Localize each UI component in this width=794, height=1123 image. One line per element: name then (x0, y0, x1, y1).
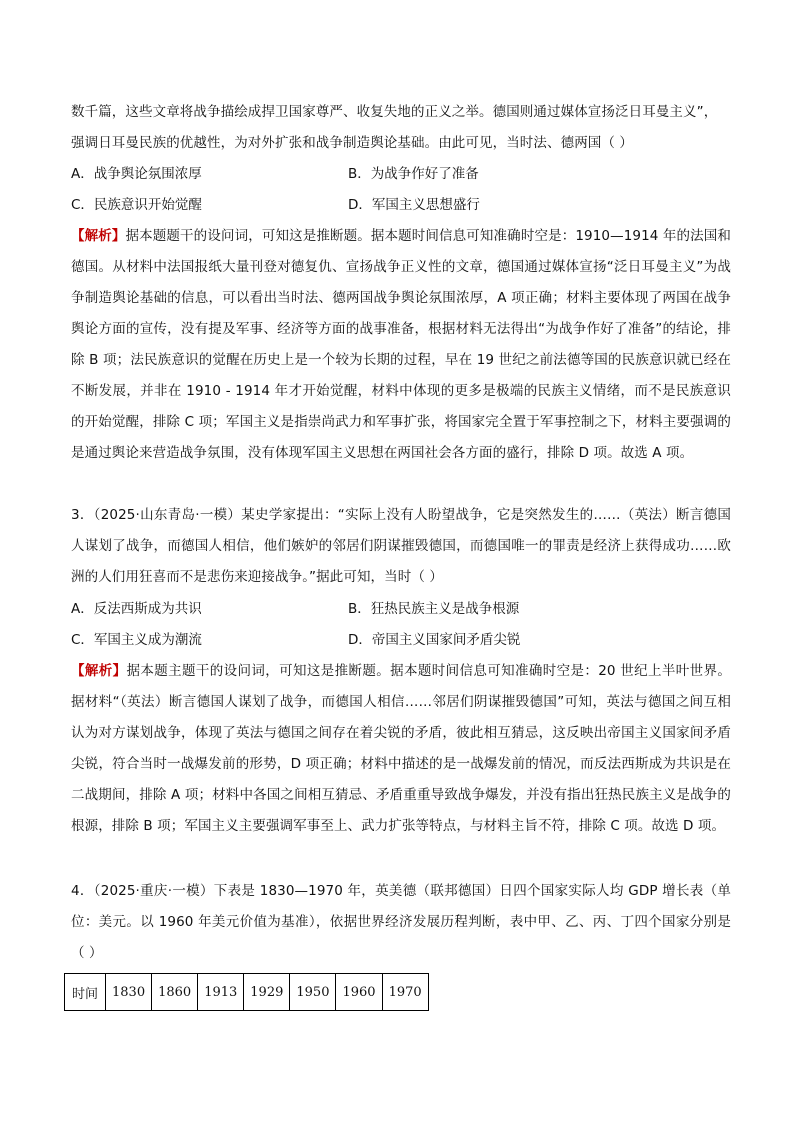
q3-option-a: A．反法西斯成为共识 (71, 601, 202, 617)
table-header-cell: 1960 (336, 974, 382, 1011)
q2-stem-continuation (71, 97, 731, 159)
q2-options-row-2 (71, 190, 731, 221)
q3-option-d: D．帝国主义国家间矛盾尖锐 (348, 632, 521, 648)
q2-stem-line-1: 数千篇，这些文章将战争描绘成捍卫国家尊严、收复失地的正义之举。德国则通过媒体宣扬泛日耳曼主义”， (71, 104, 718, 120)
q2-option-c: C．民族意识开始觉醒 (71, 197, 202, 213)
table-header-cell: 1970 (382, 974, 428, 1011)
table-header-cell: 1913 (198, 974, 244, 1011)
q4-stem: 4．（2025·重庆·一模）下表是 1830—1970 年，英美德（联邦德国）日四个国家实际人均 GDP 增长表（单位：美元。以 1960 年美元价值为基准），依据世界经济发展历程判断，表中甲、乙、丙、丁四个国家分别是（ ） (71, 883, 731, 961)
table-header-cell: 1860 (152, 974, 198, 1011)
gdp-table (64, 973, 429, 1011)
q3-analysis (71, 656, 731, 842)
q2-stem-line-2: 强调日耳曼民族的优越性，为对外扩张和战争制造舆论基础。由此可见，当时法、德两国（ ） (71, 135, 633, 151)
q3-options-row-1 (71, 594, 731, 625)
q2-analysis (71, 221, 731, 469)
q2-option-a: A．战争舆论氛围浓厚 (71, 166, 202, 182)
table-header-cell: 1929 (244, 974, 290, 1011)
analysis-label: 【解析】 (71, 663, 127, 679)
table-header-cell: 1950 (290, 974, 336, 1011)
q3-options-row-2 (71, 625, 731, 656)
q3-option-c: C．军国主义成为潮流 (71, 632, 202, 648)
analysis-label: 【解析】 (71, 228, 126, 244)
table-row (65, 974, 429, 1011)
q3-option-b: B．狂热民族主义是战争根源 (348, 601, 520, 617)
q3-analysis-text: 据本题主题干的设问词，可知这是推断题。据本题时间信息可知准确时空是：20 世纪上半叶世界。据材料“（英法）断言德国人谋划了战争，而德国人相信……邻居们阴谋摧毁德国”可知，英法与德国之间互相认为对方谋划战争，体现了英法与德国之间存在着尖锐的矛盾，彼此相互猜忌，这反映出帝国主义国家间矛盾尖锐，符合当时一战爆发前的形势，D 项正确；材料中描述的是一战爆发前的情况，而反法西斯成为共识是在二战期间，排除 A 项；材料中各国之间相互猜忌、矛盾重重导致战争爆发，并没有指出狂热民族主义是战争的根源，排除 B 项；军国主义主要强调军事至上、武力扩张等特点，与材料主旨不符，排除 C 项。故选 D 项。 (71, 663, 731, 834)
q3-stem: 3．（2025·山东青岛·一模）某史学家提出：“实际上没有人盼望战争，它是突然发生的……（英法）断言德国人谋划了战争，而德国人相信，他们嫉妒的邻居们阴谋摧毁德国，而德国唯一的罪责是经济上获得成功……欧洲的人们用狂喜而不是悲伤来迎接战争。”据此可知，当时（ ） (71, 507, 731, 585)
q2-option-d: D．军国主义思想盛行 (348, 197, 480, 213)
q2-options-row-1 (71, 159, 731, 190)
q2-option-b: B．为战争作好了准备 (348, 166, 479, 182)
q2-analysis-text: 据本题题干的设问词，可知这是推断题。据本题时间信息可知准确时空是：1910—1914 年的法国和德国。从材料中法国报纸大量刊登对德复仇、宣扬战争正义性的文章，德国通过媒体宣扬“泛日耳曼主义”为战争制造舆论基础的信息，可以看出当时法、德两国战争舆论氛围浓厚，A 项正确；材料主要体现了两国在战争舆论方面的宣传，没有提及军事、经济等方面的战事准备，根据材料无法得出“为战争作好了准备”的结论，排除 B 项；法民族意识的觉醒在历史上是一个较为长期的过程，早在 19 世纪之前法德等国的民族意识就已经在不断发展，并非在 1910 - 1914 年才开始觉醒，材料中体现的更多是极端的民族主义情绪，而不是民族意识的开始觉醒，排除 C 项；军国主义是指崇尚武力和军事扩张，将国家完全置于军事控制之下，材料主要强调的是通过舆论来营造战争氛围，没有体现军国主义思想在两国社会各方面的盛行，排除 D 项。故选 A 项。 (71, 228, 731, 461)
table-header-cell: 1830 (106, 974, 152, 1011)
table-header-cell: 时间 (65, 974, 106, 1011)
